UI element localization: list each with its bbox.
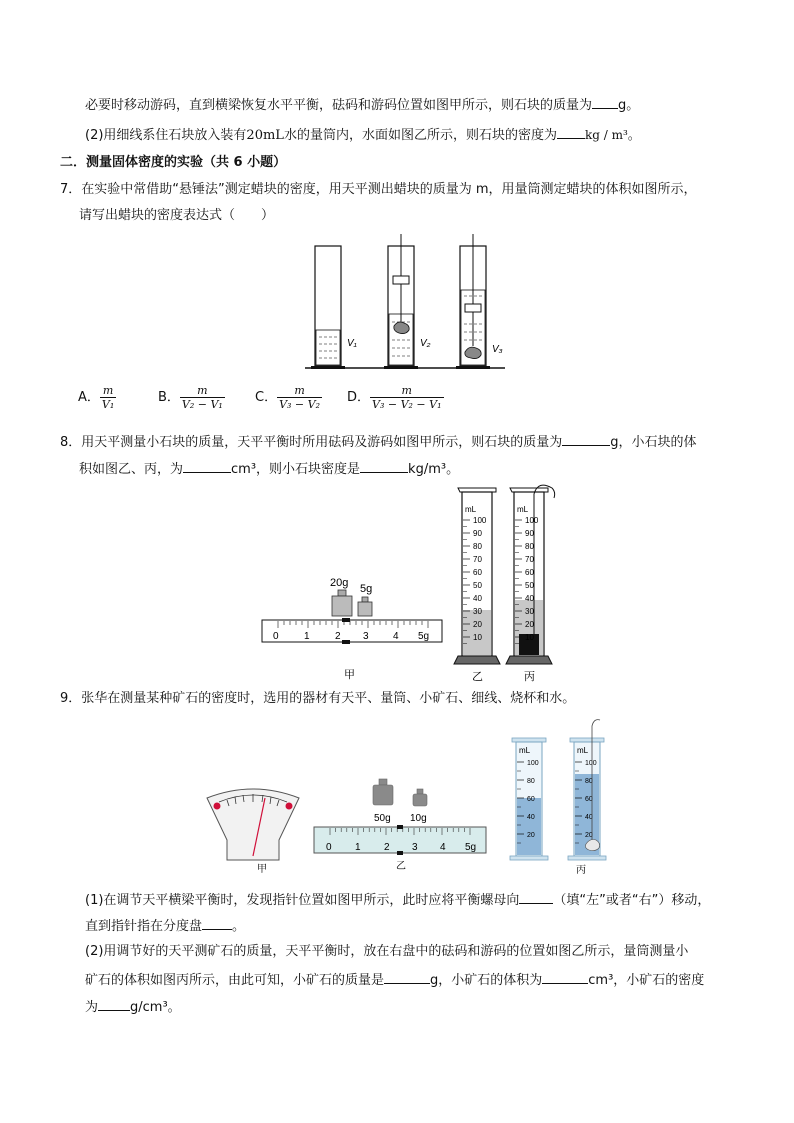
ruler-tick-3: 3 <box>363 631 369 642</box>
cyl-tick-7: 30 <box>473 607 482 616</box>
q7-figure <box>300 234 510 374</box>
label-yi: 乙 <box>472 671 483 683</box>
q9-text: g，小矿石的体积为 <box>430 973 543 988</box>
cyl-tick-4: 20 <box>527 832 535 839</box>
unit-label: mL <box>577 746 589 755</box>
cyl-tick-4: 60 <box>525 568 534 577</box>
q8-ruler <box>262 618 442 644</box>
cylinder-v3 <box>456 234 490 369</box>
formula-numerator: m <box>100 384 116 398</box>
formula-denominator: V₁ <box>101 398 115 411</box>
cyl-tick-3: 40 <box>527 814 535 821</box>
q6-text: g。 <box>618 98 640 113</box>
answer-blank[interactable] <box>519 889 553 904</box>
cyl-tick-2: 60 <box>585 796 593 803</box>
q6-text: 必要时移动游码，直到横梁恢复水平平衡，砝码和游码位置如图甲所示，则石块的质量为 <box>85 98 593 113</box>
cyl-tick-2: 80 <box>525 542 534 551</box>
screw-right <box>286 803 293 810</box>
q8-line2 <box>79 458 459 479</box>
formula-numerator: m <box>180 384 225 398</box>
cyl-tick-3: 70 <box>525 555 534 564</box>
rider-bottom <box>397 851 403 855</box>
option-letter: C． <box>255 390 278 405</box>
cylinder-bing <box>506 485 555 664</box>
ruler-tick-2: 2 <box>384 842 390 853</box>
ruler-tick-5: 5g <box>465 842 477 853</box>
q9-figure-jia <box>205 786 301 878</box>
weight-label-50g: 50g <box>374 813 391 824</box>
ruler-tick-0: 0 <box>326 842 332 853</box>
ruler-tick-3: 3 <box>412 842 418 853</box>
weight-label-5g: 5g <box>360 583 373 595</box>
unit-label: mL <box>465 505 477 514</box>
q9-p1-line2 <box>85 915 245 936</box>
q9-text: g/cm³。 <box>130 1000 181 1015</box>
cyl-tick-2: 60 <box>527 796 535 803</box>
label-v3: V₃ <box>492 344 503 355</box>
label-bing: 丙 <box>576 865 586 876</box>
cyl-tick-6: 40 <box>473 594 482 603</box>
formula-denominator: V₃ − V₂ − V₁ <box>372 398 442 411</box>
ruler-tick-2: 2 <box>335 631 341 642</box>
q8-figure-jia <box>258 570 448 685</box>
cyl-tick-6: 40 <box>525 594 534 603</box>
q8-text: 8．用天平测量小石块的质量，天平平衡时所用砝码及游码如图甲所示，则石块的质量为 <box>60 435 563 450</box>
answer-blank[interactable] <box>183 458 231 473</box>
rider-top <box>397 825 403 829</box>
ruler-tick-1: 1 <box>355 842 361 853</box>
q9-ruler <box>314 825 486 855</box>
cyl-tick-4: 60 <box>473 568 482 577</box>
formula-numerator: m <box>370 384 443 398</box>
q9-figure-yi <box>310 775 490 875</box>
q8-figure-cylinders <box>448 484 568 684</box>
option-letter: D． <box>347 390 371 405</box>
cyl-tick-5: 50 <box>473 581 482 590</box>
answer-blank[interactable] <box>562 431 610 446</box>
q9-p1-line1 <box>85 889 710 910</box>
option-formula <box>277 384 322 411</box>
answer-blank[interactable] <box>202 915 232 930</box>
unit-label: mL <box>517 505 529 514</box>
label-v2: V₂ <box>420 338 431 349</box>
option-letter: B． <box>158 390 180 405</box>
cyl-tick-1: 80 <box>585 778 593 785</box>
q9-figure-bing <box>508 716 628 876</box>
cylinder-before <box>510 738 548 860</box>
unit-label: mL <box>519 746 531 755</box>
q9-text: (1)在调节天平横梁平衡时，发现指针位置如图甲所示，此时应将平衡螺母向 <box>85 893 520 908</box>
cyl-tick-3: 70 <box>473 555 482 564</box>
answer-blank[interactable] <box>98 996 130 1011</box>
weight-50g <box>373 779 393 805</box>
cyl-tick-1: 80 <box>527 778 535 785</box>
rider-top <box>342 618 350 622</box>
q9-p2-line1: (2)用调节好的天平测矿石的质量，天平平衡时，放在右盘中的砝码和游码的位置如图乙所示，量筒测量小 <box>85 944 689 959</box>
q9-p3-line <box>85 996 181 1017</box>
cyl-tick-0: 100 <box>525 516 539 525</box>
label-yi: 乙 <box>396 861 406 872</box>
q9-p2-line2 <box>85 969 704 990</box>
q8-line1 <box>60 431 697 452</box>
cyl-tick-5: 50 <box>525 581 534 590</box>
q7-option-a[interactable] <box>78 384 116 411</box>
weight-20g <box>332 590 352 616</box>
q9-text: （填“左”或者“右”）移动， <box>553 893 711 908</box>
option-letter: A． <box>78 390 100 405</box>
label-jia: 甲 <box>344 669 355 681</box>
answer-blank[interactable] <box>557 124 585 139</box>
answer-blank[interactable] <box>592 94 618 109</box>
weight-label-20g: 20g <box>330 577 349 589</box>
label-v1: V₁ <box>347 338 357 349</box>
ruler-tick-4: 4 <box>440 842 446 853</box>
q6-unit: kg / m³ <box>584 128 628 142</box>
q8-text: 积如图乙、丙，为 <box>79 462 184 477</box>
cyl-tick-0: 100 <box>585 760 597 767</box>
cyl-tick-8: 20 <box>473 620 482 629</box>
cyl-tick-3: 40 <box>585 814 593 821</box>
formula-denominator: V₂ − V₁ <box>181 398 223 411</box>
cyl-tick-8: 20 <box>525 620 534 629</box>
q8-text: cm³，则小石块密度是 <box>231 462 361 477</box>
cyl-tick-0: 100 <box>527 760 539 767</box>
q6-text: 20mL <box>246 128 284 143</box>
cyl-tick-4: 20 <box>585 832 593 839</box>
q9-line1: 9．张华在测量某种矿石的密度时，选用的器材有天平、量筒、小矿石、细线、烧杯和水。 <box>60 691 576 706</box>
formula-denominator: V₃ − V₂ <box>279 398 320 411</box>
cyl-tick-9: 10 <box>525 633 534 642</box>
ruler-tick-1: 1 <box>304 631 310 642</box>
answer-blank[interactable] <box>542 969 588 984</box>
cyl-tick-1: 90 <box>525 529 534 538</box>
answer-blank[interactable] <box>384 969 430 984</box>
q6-text: (2)用细线系住石块放入装有 <box>85 128 247 143</box>
formula-numerator: m <box>277 384 322 398</box>
cyl-tick-0: 100 <box>473 516 487 525</box>
answer-blank[interactable] <box>360 458 408 473</box>
q8-text: kg/m³。 <box>408 462 460 477</box>
cylinder-v1 <box>311 246 345 369</box>
weight-label-10g: 10g <box>410 813 427 824</box>
cyl-tick-1: 90 <box>473 529 482 538</box>
label-jia: 甲 <box>257 864 267 875</box>
section-heading: 二．测量固体密度的实验（共 6 小题） <box>60 155 287 170</box>
option-formula <box>180 384 225 411</box>
q6-line2 <box>85 124 641 145</box>
weight-10g <box>413 789 427 806</box>
label-bing: 丙 <box>524 671 535 683</box>
q9-text: 。 <box>232 919 246 934</box>
screw-left <box>214 803 221 810</box>
q6-line1 <box>85 94 639 115</box>
ruler-tick-5: 5g <box>418 631 430 642</box>
ruler-tick-4: 4 <box>393 631 399 642</box>
q6-text: 。 <box>627 128 641 143</box>
cyl-tick-9: 10 <box>473 633 482 642</box>
cylinder-yi <box>454 488 500 664</box>
q9-text: cm³，小矿石的密度 <box>588 973 705 988</box>
q9-text: 为 <box>85 1000 99 1015</box>
weight-5g <box>358 597 372 616</box>
q9-text: 矿石的体积如图丙所示，由此可知，小矿石的质量是 <box>85 973 385 988</box>
q8-text: g，小石块的体 <box>610 435 697 450</box>
rider-bottom <box>342 640 350 644</box>
cylinder-after <box>568 720 606 860</box>
cyl-tick-7: 30 <box>525 607 534 616</box>
cyl-tick-2: 80 <box>473 542 482 551</box>
option-formula <box>100 384 116 411</box>
cylinder-v2 <box>384 234 418 369</box>
q7-line2: 请写出蜡块的密度表达式（ ） <box>79 208 275 223</box>
q7-option-c[interactable] <box>255 384 322 411</box>
q7-option-d[interactable] <box>347 384 444 411</box>
option-formula <box>370 384 443 411</box>
q9-text: 直到指针指在分度盘 <box>85 919 203 934</box>
q7-option-b[interactable] <box>158 384 225 411</box>
q7-line1: 7．在实验中常借助“悬锤法”测定蜡块的密度，用天平测出蜡块的质量为 m，用量筒测定蜡块的体积如图所示， <box>60 182 697 197</box>
q6-text: 水的量筒内，水面如图乙所示，则石块的密度为 <box>283 128 557 143</box>
ruler-tick-0: 0 <box>273 631 279 642</box>
